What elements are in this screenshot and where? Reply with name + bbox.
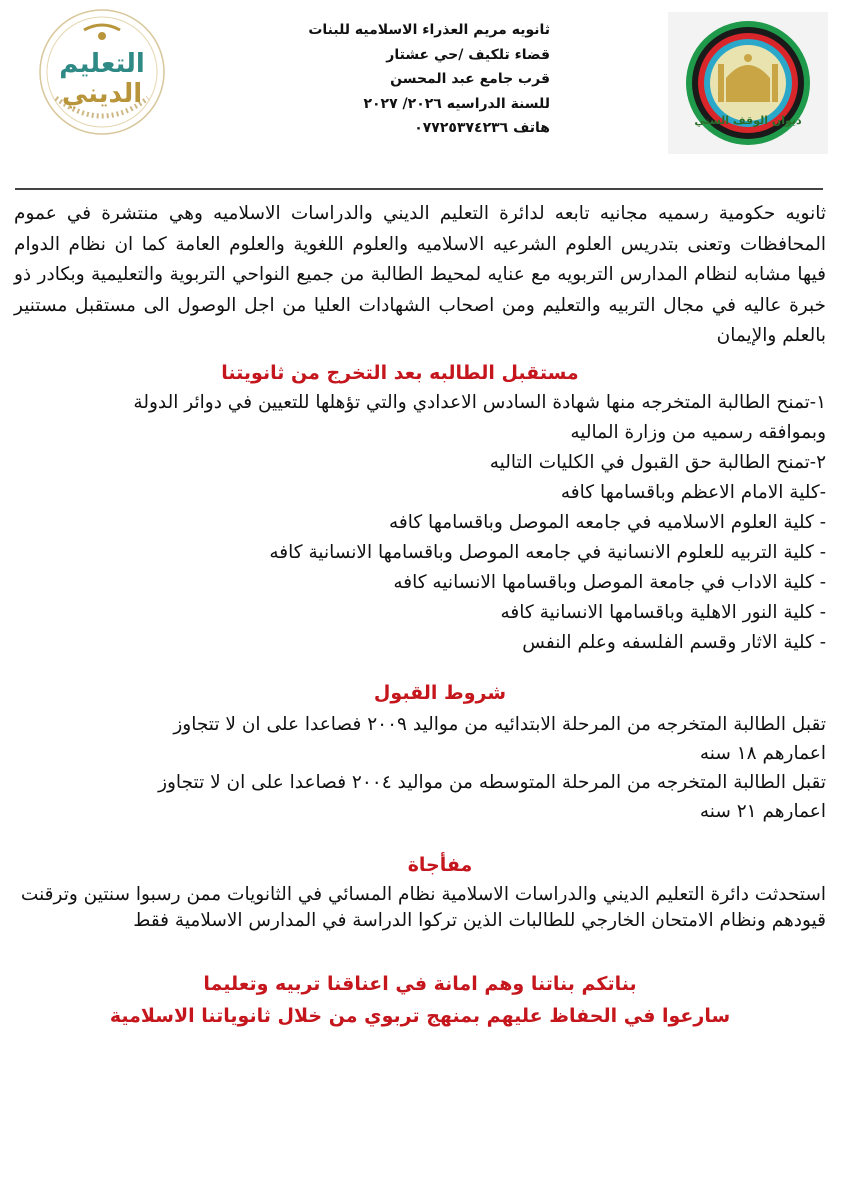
- flyer-header: [0, 0, 843, 175]
- list-item: - كلية النور الاهلية وباقسامها الانسانية كافه: [500, 601, 826, 623]
- surprise-heading: مفأجاة: [407, 853, 473, 876]
- religious-education-logo: [36, 6, 168, 138]
- condition-line: تقبل الطالبة المتخرجه من المرحلة المتوسطه من مواليد ٢٠٠٤ فصاعدا على ان لا تتجاوز: [158, 771, 826, 793]
- list-item: - كلية الاداب في جامعة الموصل وباقسامها الانسانيه كافه: [393, 571, 826, 593]
- future-list: [14, 388, 826, 658]
- closing-line-2: سارعوا في الحفاظ عليهم بمنهج تربوي من خلال ثانوياتنا الاسلامية: [109, 1004, 731, 1027]
- school-landmark: قرب جامع عبد المحسن: [390, 71, 550, 87]
- list-item: - كلية التربيه للعلوم الانسانية في جامعه الموصل وباقسامها الانسانية كافه: [269, 541, 826, 563]
- school-name: ثانويه مريم العذراء الاسلاميه للبنات: [308, 22, 550, 38]
- svg-text:التعليم: التعليم: [59, 49, 145, 79]
- sunni-endowment-logo: [668, 12, 828, 154]
- surprise-text: استحدثت دائرة التعليم الديني والدراسات الاسلامية نظام المسائي في الثانويات ممن رسبوا سنتين وترقنت قيودهم ونظام الامتحان الخارجي للطالبات الذين تركوا الدراسة في المدارس الاسلامية فقط: [20, 883, 826, 931]
- condition-line: اعمارهم ١٨ سنه: [699, 742, 826, 764]
- closing-message: [14, 968, 826, 1032]
- list-item: وبموافقه رسميه من وزارة الماليه: [570, 421, 826, 443]
- svg-text:ديوان الوقف السني: ديوان الوقف السني: [694, 114, 802, 127]
- condition-line: تقبل الطالبة المتخرجه من المرحلة الابتدائيه من مواليد ٢٠٠٩ فصاعدا على ان لا تتجاوز: [173, 713, 826, 735]
- school-introduction: ثانويه حكومية رسميه مجانيه تابعه لدائرة التعليم الديني والدراسات الاسلاميه وهي منتشرة في عموم المحافظات وتعنى بتدريس العلوم الشرعيه الاسلاميه والعلوم اللغوية والعلوم العامة كما ان نظام الدوام فيها مشابه لنظام المدارس التربويه مع عنايه لمحيط الطالبة من جميع النواحي التربوية والتعليمية وبكادر ذو خبرة عاليه في مجال التربيه والتعليم ومن اصحاب الشهادات العليا من اجل الوصول الى مستقبل مستنير بالعلم والإيمان: [14, 203, 826, 346]
- condition-line: اعمارهم ٢١ سنه: [699, 800, 826, 822]
- flyer-body: [14, 199, 826, 1032]
- school-district: قضاء تلكيف /حي عشتار: [386, 46, 550, 63]
- academic-year: للسنة الدراسيه ٢٠٢٦/ ٢٠٢٧: [363, 95, 550, 112]
- school-info: [260, 18, 550, 141]
- svg-text:الديني: الديني: [61, 79, 143, 109]
- list-item: ١-تمنح الطالبة المتخرجه منها شهادة السادس الاعدادي والتي تؤهلها للتعيين في دوائر الدولة: [133, 391, 826, 413]
- phone-number: هاتف ٠٧٧٢٥٣٧٤٢٣٦: [414, 120, 550, 136]
- list-item: ٢-تمنح الطالبة حق القبول في الكليات التاليه: [489, 451, 826, 473]
- conditions-list: [14, 710, 826, 826]
- list-item: - كلية الاثار وقسم الفلسفه وعلم النفس: [522, 631, 826, 653]
- list-item: -كلية الامام الاعظم وباقسامها كافه: [560, 481, 826, 503]
- header-divider: [15, 188, 823, 190]
- closing-line-1: بناتكم بناتنا وهم امانة في اعناقنا تربيه وتعليما: [203, 972, 637, 995]
- list-item: - كلية العلوم الاسلاميه في جامعه الموصل وباقسامها كافه: [388, 511, 826, 533]
- future-heading: مستقبل الطالبه بعد التخرج من ثانويتنا: [221, 361, 579, 384]
- conditions-heading: شروط القبول: [373, 681, 507, 704]
